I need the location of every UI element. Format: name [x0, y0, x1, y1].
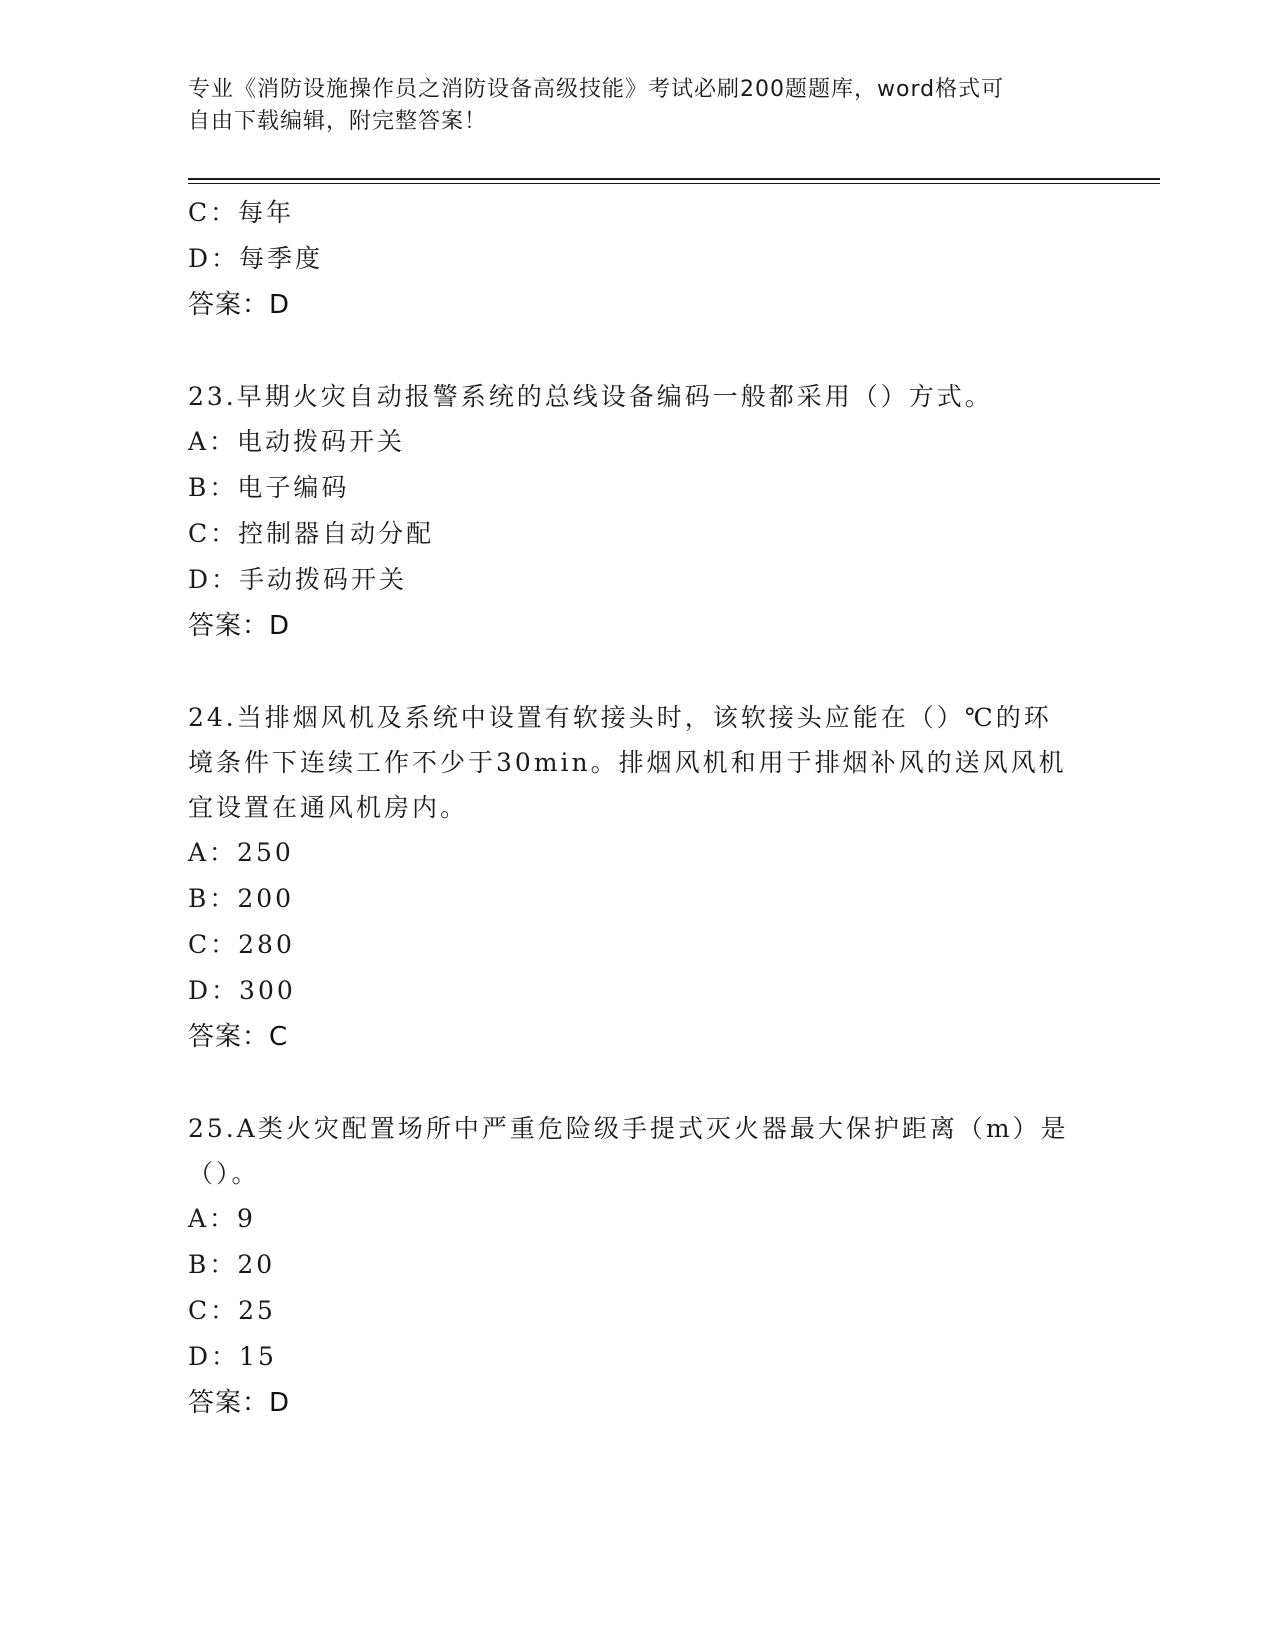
option-d: D：每季度	[188, 244, 324, 273]
question-block-24	[188, 695, 1088, 1060]
header-divider-thin	[188, 183, 1160, 184]
option-a: A：250	[188, 838, 294, 867]
option-b: B：200	[188, 884, 295, 913]
spacer	[188, 1060, 1088, 1106]
question-block-23	[188, 374, 1088, 649]
question-stem	[188, 374, 1088, 419]
answer-line: 答案：D	[188, 1388, 291, 1418]
spacer	[188, 649, 1088, 695]
question-block-25	[188, 1106, 1088, 1426]
question-stem	[188, 1106, 1088, 1196]
option-c: C：每年	[188, 198, 295, 227]
stem-line: 境条件下连续工作不少于30min。排烟风机和用于排烟补风的送风风机	[188, 748, 1067, 777]
question-content	[188, 190, 1088, 1426]
stem-line: 24.当排烟风机及系统中设置有软接头时，该软接头应能在（）℃的环	[188, 703, 1052, 732]
header-line-1: 专业《消防设施操作员之消防设备高级技能》考试必刷200题题库，word格式可	[188, 77, 1005, 102]
stem-line: 宜设置在通风机房内。	[188, 793, 469, 822]
answer-line: 答案：D	[188, 611, 291, 641]
option-c: C：280	[188, 930, 295, 959]
option-a: A：9	[188, 1204, 256, 1233]
question-block-22	[188, 190, 1088, 328]
option-d: D：15	[188, 1342, 277, 1371]
option-c: C：控制器自动分配	[188, 519, 435, 548]
option-d: D：300	[188, 976, 296, 1005]
header-divider-thick	[188, 178, 1160, 180]
document-header	[188, 74, 1088, 138]
option-b: B：电子编码	[188, 473, 350, 502]
option-c: C：25	[188, 1296, 276, 1325]
stem-line: （）。	[188, 1159, 260, 1188]
question-stem	[188, 695, 1088, 830]
stem-line: 23.早期火灾自动报警系统的总线设备编码一般都采用（）方式。	[188, 382, 993, 411]
spacer	[188, 328, 1088, 374]
option-b: B：20	[188, 1250, 276, 1279]
answer-line: 答案：D	[188, 290, 291, 320]
option-d: D：手动拨码开关	[188, 565, 408, 594]
answer-line: 答案：C	[188, 1022, 289, 1052]
option-a: A：电动拨码开关	[188, 427, 406, 456]
header-line-2: 自由下载编辑，附完整答案！	[188, 109, 488, 134]
stem-line: 25.A类火灾配置场所中严重危险级手提式灭火器最大保护距离（m）是	[188, 1114, 1069, 1143]
